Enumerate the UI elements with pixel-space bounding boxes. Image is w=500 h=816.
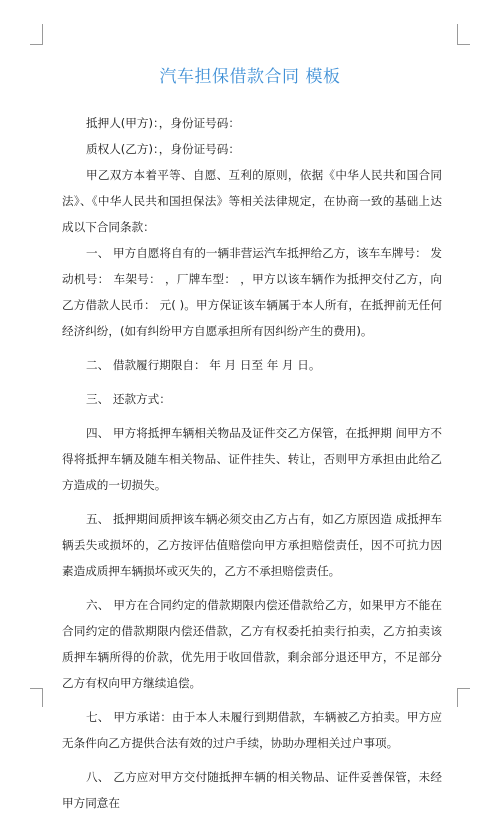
paragraph-clause-4: 四、 甲方将抵押车辆相关物品及证件交乙方保管，在抵押期 间甲方不得将抵押车辆及随车相关物品、证件挂失、转让，否则甲方承担由此给乙方造成的一切损失。 [62,426,442,492]
crop-mark-bottom-right [457,688,470,707]
crop-mark-top-right [457,24,470,45]
paragraph-pledgee: 质权人(乙方)：，身份证号码： [86,142,240,156]
document-body [62,110,442,816]
paragraph-clause-5: 五、 抵押期间质押该车辆必须交由乙方占有，如乙方原因造 成抵押车辆丢失或损坏的，乙方按评估值赔偿向甲方承担赔偿责任，因不可抗力因素造成质押车辆损坏或灭失的，乙方不承担赔偿责任。 [62,512,442,578]
crop-mark-top-left [30,24,43,45]
paragraph-preamble: 甲乙双方本着平等、自愿、互利的原则，依据《中华人民共和国合同法》、《中华人民共和国担保法》等相关法律规定，在协商一致的基础上达成以下合同条款： [62,168,442,234]
paragraph-clause-2: 二、 借款履行期限自： 年 月 日至 年 月 日。 [86,358,321,372]
paragraph-clause-3: 三、 还款方式： [86,392,171,406]
document-title: 汽车担保借款合同 模板 [159,67,341,87]
crop-mark-bottom-left [30,688,43,707]
paragraph-clause-6: 六、 甲方在合同约定的借款期限内偿还借款给乙方，如果甲方不能在合同约定的借款期限内偿还借款，乙方有权委托拍卖行拍卖，乙方拍卖该质押车辆所得的价款，优先用于收回借款，剩余部分退还甲方，不足部分乙方有权向甲方继续追偿。 [62,598,442,690]
paragraph-mortgagor: 抵押人(甲方)：，身份证号码： [86,116,240,130]
paragraph-clause-7: 七、 甲方承诺：由于本人未履行到期借款，车辆被乙方拍卖。甲方应无条件向乙方提供合法有效的过户手续，协助办理相关过户事项。 [62,710,442,750]
paragraph-clause-1: 一、 甲方自愿将自有的一辆非营运汽车抵押给乙方，该车车牌号： 发动机号： 车架号： ，厂牌车型： ，甲方以该车辆作为抵押交付乙方，向乙方借款人民币： 元( )。甲方保证该车辆属于本人所有，在抵押前无任何经济纠纷，(如有纠纷甲方自愿承担所有因纠纷产生的费用)。 [62,246,442,338]
paragraph-clause-8: 八、 乙方应对甲方交付随抵押车辆的相关物品、证件妥善保管，未经甲方同意在 [62,770,442,810]
